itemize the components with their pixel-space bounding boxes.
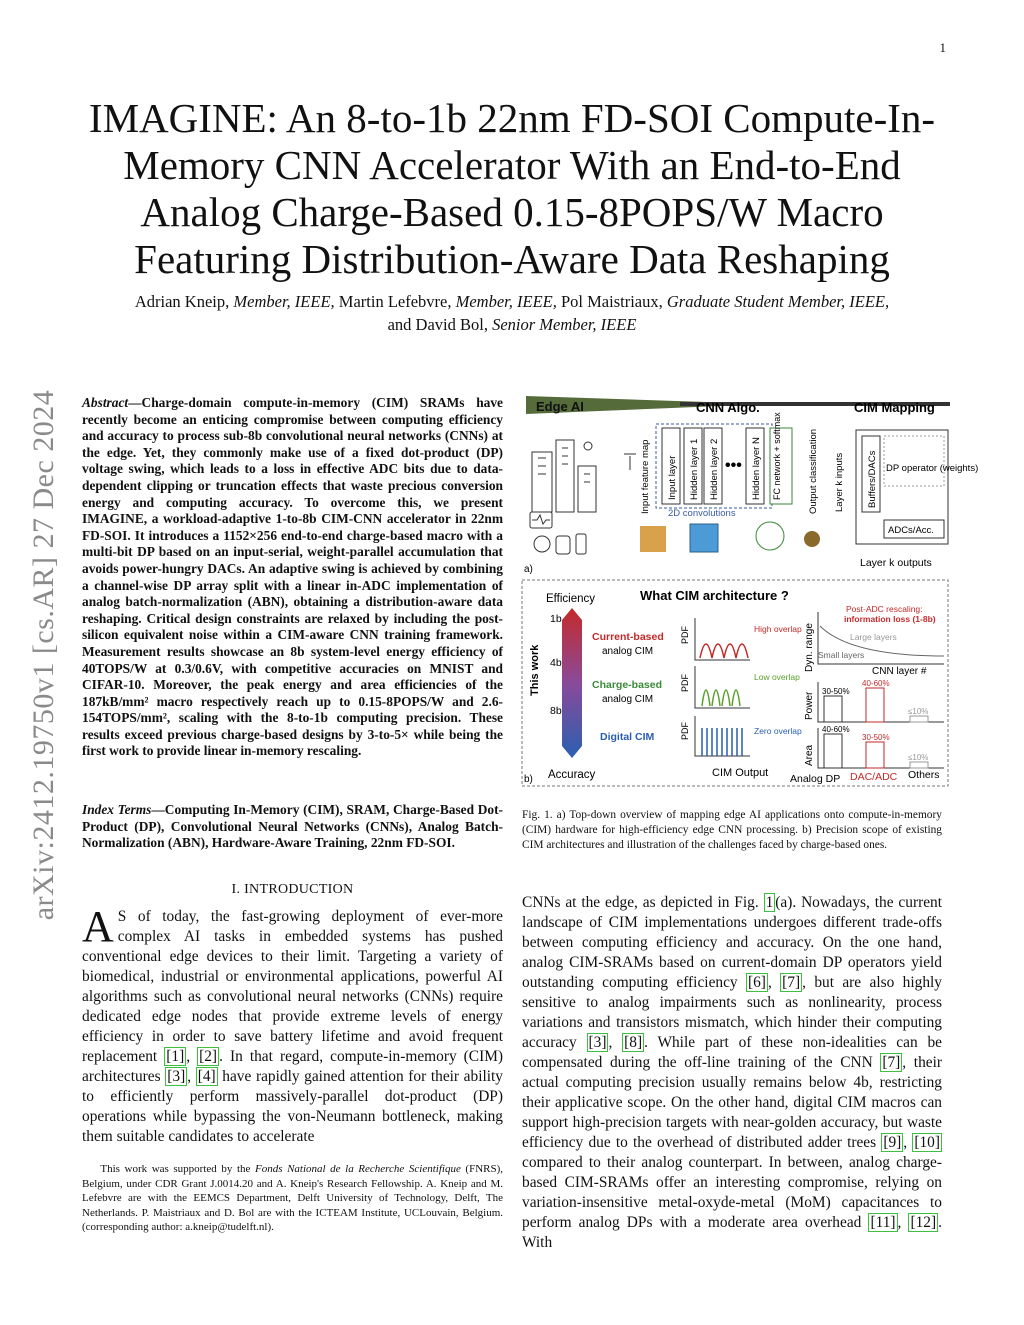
body-text: . While part of these non-idealities can be compensated during the off-line training of the CNN	[522, 1034, 942, 1071]
citation-link[interactable]: [11]	[870, 1214, 896, 1231]
panel-a-label: a)	[524, 564, 533, 575]
input-feature-map-label: Input feature map	[640, 439, 651, 514]
author-list	[70, 290, 954, 336]
drop-cap: A	[82, 902, 114, 951]
high-overlap-label: High overlap	[754, 624, 802, 634]
power-label: Power	[804, 691, 815, 720]
body-text: (a). Nowadays, the current landscape of CIM implementations undergoes different trade-offs between computing efficiency and accuracy. On the one hand, analog CIM-SRAMs based on current-domain DP operators yield outstanding computing efficiency	[522, 894, 942, 991]
body-text: compared to their analog counterpart. In between, analog charge-based CIM-SRAMs offer an interesting compromise, relying on variation-insensitive metal-oxyde-metal (MoM) capacitances to perform analog DPs with a moderate area overhead	[522, 1154, 942, 1231]
intro-sentence: have rapidly gained attention for their ability to efficiently perform massively-parallel dot-product (DP) operations while bypassing the von-Neumann bottleneck, making them suitable candidates to accelerate	[82, 1068, 504, 1145]
conv-label: 2D convolutions	[668, 508, 736, 519]
pdf-axis-label: PDF	[680, 722, 690, 740]
abstract-text: —Charge-domain compute-in-memory (CIM) SRAMs have recently become an enticing compromise between computing efficiency and accuracy to process sub-8b convolutional neural networks (CNNs) at the edge. Yet, they commonly make use of a fixed dot-product (DP) voltage swing, which leads to a loss in effective ADC bits due to data-dependent clipping or truncation effects that waste precious conversion energy and computing accuracy. To overcome this, we present IMAGINE, a workload-adaptive 1-to-8b CIM-CNN accelerator in 22nm FD-SOI. It introduces a 1152×256 end-to-end charge-based macro with a multi-bit DP based on an input-serial, weight-parallel accumulation that avoids power-hungry DACs. An adaptive swing is achieved by combining a channel-wise DP array split with a linear in-ADC implementation of analog batch-normalization (ABN), obtaining a distribution-aware data reshaping. Critical design constraints are relaxed by including the post-silicon equivalent noise within a CIM-aware CNN training framework. Measurement results showcase an 8b system-level energy efficiency of 40TOPS/W at 0.3/0.6V, with competitive accuracies on MNIST and CIFAR-10. Moreover, the peak energy and area efficiencies of the 187kB/mm² macro respectively reach up to 0.15-8POPS/W and 2.6-154TOPS/mm², scaling with the 8-to-1b computing precision. These results exceed previous charge-based designs by 3-to-5× while being the first work to provide linear in-memory rescaling.	[82, 395, 503, 759]
dp-operator-label: DP operator (weights)	[886, 463, 979, 474]
efficiency-accuracy-arrow	[562, 608, 582, 758]
right-column-text	[522, 893, 942, 1253]
separator: ,	[897, 1214, 909, 1231]
figure-link[interactable]: 1	[765, 894, 774, 911]
page-number: 1	[939, 40, 946, 55]
accuracy-label: Accuracy	[548, 769, 596, 781]
author-role: Member, IEEE,	[455, 292, 557, 311]
area-others-bar	[910, 762, 928, 768]
index-terms-text: —Computing In-Memory (CIM), SRAM, Charge-Based Dot-Product (DP), Convolutional Neural Networks (CNNs), Analog Batch-Normalization (ABN), Hardware-Aware Training, 22nm FD-SOI.	[82, 802, 504, 851]
this-work-label: This work	[529, 644, 541, 696]
layer-k-inputs-label: Layer k inputs	[834, 452, 845, 512]
intro-sentence: S of today, the fast-growing deployment of ever-more complex AI tasks in embedded systems has pushed conventional edge devices to their limit. Targeting a variety of biomedical, industrial or environmental applications, powerful AI algorithms such as convolutional neural networks (CNNs) require dedicated edge nodes that provide extreme levels of energy efficiency in order to save battery lifetime and avoid frequent replacement	[82, 908, 503, 1065]
adcs-label: ADCs/Acc.	[888, 525, 934, 536]
area-dac-bar	[866, 742, 884, 768]
index-terms-label: Index Terms	[82, 802, 152, 817]
small-layers-label: Small layers	[818, 650, 865, 660]
buffers-label: Buffers/DACs	[867, 450, 878, 508]
figure-caption: Fig. 1. a) Top-down overview of mapping edge AI applications onto compute-in-memory (CIM) hardware for high-efficiency edge CNN processing. b) Precision scope of existing CIM architectures and illustration of the challenges faced by charge-based ones.	[522, 809, 942, 851]
pdf-plots	[680, 618, 802, 779]
power-others-bar	[910, 716, 928, 722]
edge-ai-label: Edge AI	[536, 399, 584, 414]
citation-link[interactable]: [12]	[910, 1214, 937, 1231]
fc-label: FC network + softmax	[772, 412, 782, 500]
area-others-pct: ≤10%	[908, 753, 929, 762]
area-label: Area	[804, 744, 815, 766]
cim-output-label: CIM Output	[712, 767, 769, 779]
author-name: and David Bol,	[387, 315, 493, 334]
cnn-layer-label: CNN layer #	[872, 666, 927, 677]
bee-image	[640, 526, 666, 552]
separator: ,	[186, 1048, 198, 1065]
pdf-axis-label: PDF	[680, 674, 690, 692]
body-text: CNNs at the edge, as depicted in Fig.	[522, 894, 764, 911]
footnote-text: This work was supported by the	[100, 1163, 255, 1175]
separator: ,	[187, 1068, 196, 1085]
digital-distribution	[702, 728, 742, 756]
section-heading: I. INTRODUCTION	[231, 882, 354, 897]
current-based-distribution	[700, 644, 748, 658]
footnote-text: (FNRS), Belgium, under CDR Grant J.0014.20 and A. Kneip's Research Fellowship. A. Kneip and M. Lefebvre are with the EEMCS Department, Delft University of Technology, Delft, The Netherlands. P. Maistriaux and D. Bol are with the ICTEAM Institute, UCLouvain, Belgium. (corresponding author: a.kneip@tudelft.nl).	[82, 1163, 504, 1233]
author-name: Adrian Kneip,	[134, 292, 234, 311]
body-text: , their actual computing precision usually remains below 4b, restricting their applicative scope. On the other hand, digital CIM macros can support high-precision targets with near-golden accuracy, but waste efficiency due to the overhead of distributed adder trees	[522, 1054, 942, 1151]
footnote	[82, 1162, 503, 1235]
panel-b-label: b)	[524, 774, 533, 785]
dp-array	[884, 436, 944, 486]
post-adc-label: Post-ADC rescaling:	[846, 604, 923, 614]
citation-link[interactable]: [3]	[588, 1034, 607, 1051]
intro-sentence: . In that regard, compute-in-memory (CIM) architectures	[82, 1048, 504, 1085]
citation-link[interactable]: [3]	[167, 1068, 186, 1085]
cnn-layers	[640, 412, 819, 519]
index-terms	[82, 802, 503, 852]
power-dac-pct: 40-60%	[862, 679, 890, 688]
charge-based-label: Charge-based	[592, 679, 663, 691]
city-icon	[532, 440, 596, 512]
power-analog-pct: 30-50%	[822, 687, 850, 696]
citation-link[interactable]: [1]	[166, 1048, 185, 1065]
author-role: Graduate Student Member, IEEE,	[666, 292, 890, 311]
1b-label: 1b	[550, 613, 562, 625]
dynamic-range-plot	[804, 604, 944, 677]
input-layer-label: Input layer	[667, 455, 678, 500]
dyn-range-label: Dyn. range	[804, 623, 815, 672]
citation-link[interactable]: [8]	[624, 1034, 643, 1051]
cim-block	[834, 430, 978, 569]
dac-adc-label: DAC/ADC	[850, 771, 898, 783]
power-area-bars	[790, 679, 944, 785]
citation-link[interactable]: [9]	[883, 1134, 902, 1151]
author-name: Pol Maistriaux,	[556, 292, 667, 311]
arxiv-id[interactable]: arXiv:2412.19750v1 [cs.AR] 27 Dec 2024	[27, 389, 60, 921]
hidden-layer-2-label: Hidden layer 2	[709, 438, 720, 500]
cim-mapping-label: CIM Mapping	[854, 400, 935, 415]
8b-label: 8b	[550, 705, 562, 717]
large-layers-label: Large layers	[850, 632, 897, 642]
arxiv-sidebar	[14, 355, 74, 955]
separator: ,	[903, 1134, 913, 1151]
4b-label: 4b	[550, 657, 562, 669]
devices-icon	[534, 534, 586, 554]
introduction-text	[82, 902, 504, 1147]
area-analog-bar	[824, 734, 842, 768]
analog-cim-label: analog CIM	[602, 646, 654, 657]
wifi-icon	[624, 454, 636, 470]
efficiency-label: Efficiency	[546, 593, 596, 605]
zero-overlap-label: Zero overlap	[754, 726, 802, 736]
health-icon	[530, 512, 552, 528]
footnote-funder: Fonds National de la Recherche Scientifique	[255, 1163, 461, 1175]
citation-link[interactable]: [6]	[747, 974, 766, 991]
abstract	[82, 395, 503, 760]
low-overlap-label: Low overlap	[754, 672, 800, 682]
ellipsis: •••	[725, 457, 742, 474]
body-text: , but are also highly sensitive to analog impairments such as nonlinearity, process variations and transistors mismatch, which hinder their computing accuracy	[522, 974, 942, 1051]
separator: ,	[608, 1034, 623, 1051]
citation-link[interactable]: [10]	[914, 1134, 940, 1151]
cnn-algo-label: CNN Algo.	[696, 400, 760, 415]
author-role: Senior Member, IEEE	[492, 315, 637, 334]
analog-dp-label: Analog DP	[790, 773, 841, 785]
charge-based-distribution	[702, 690, 740, 706]
paper-title: IMAGINE: An 8-to-1b 22nm FD-SOI Compute-In-Memory CNN Accelerator With an End-to-End Analog Charge-Based 0.15-8POPS/W Macro Featuring Distribution-Aware Data Reshaping	[88, 95, 936, 282]
power-analog-bar	[824, 696, 842, 722]
area-analog-pct: 40-60%	[822, 725, 850, 734]
abstract-label: Abstract	[82, 395, 129, 410]
author-name: Martin Lefebvre,	[334, 292, 456, 311]
conv-grid-icon	[690, 524, 718, 552]
what-cim-title: What CIM architecture ?	[640, 588, 789, 603]
digital-cim-label: Digital CIM	[600, 731, 655, 743]
fc-network-icon	[756, 522, 784, 550]
citation-link[interactable]: [2]	[199, 1048, 218, 1065]
layer-k-outputs-label: Layer k outputs	[860, 557, 932, 569]
body-text: . With	[522, 1214, 942, 1251]
separator: ,	[767, 974, 781, 991]
analog-cim-label: analog CIM	[602, 694, 654, 705]
power-others-pct: ≤10%	[908, 707, 929, 716]
citation-link[interactable]: [7]	[782, 974, 801, 991]
power-dac-bar	[866, 688, 884, 722]
hidden-layer-1-label: Hidden layer 1	[689, 438, 700, 500]
citation-link[interactable]: [7]	[882, 1054, 901, 1071]
info-loss-label: information loss (1-8b)	[844, 614, 936, 624]
location-icon	[584, 442, 592, 450]
area-dac-pct: 30-50%	[862, 733, 890, 742]
figure-1	[520, 394, 979, 792]
citation-link[interactable]: [4]	[197, 1068, 216, 1085]
hidden-layer-n-label: Hidden layer N	[751, 437, 762, 500]
pdf-axis-label: PDF	[680, 626, 690, 644]
others-label: Others	[908, 769, 940, 781]
author-role: Member, IEEE,	[233, 292, 335, 311]
bee-icon	[804, 531, 820, 547]
figure-1-svg	[520, 394, 979, 792]
current-based-label: Current-based	[592, 631, 664, 643]
output-classification-label: Output classification	[808, 428, 819, 514]
